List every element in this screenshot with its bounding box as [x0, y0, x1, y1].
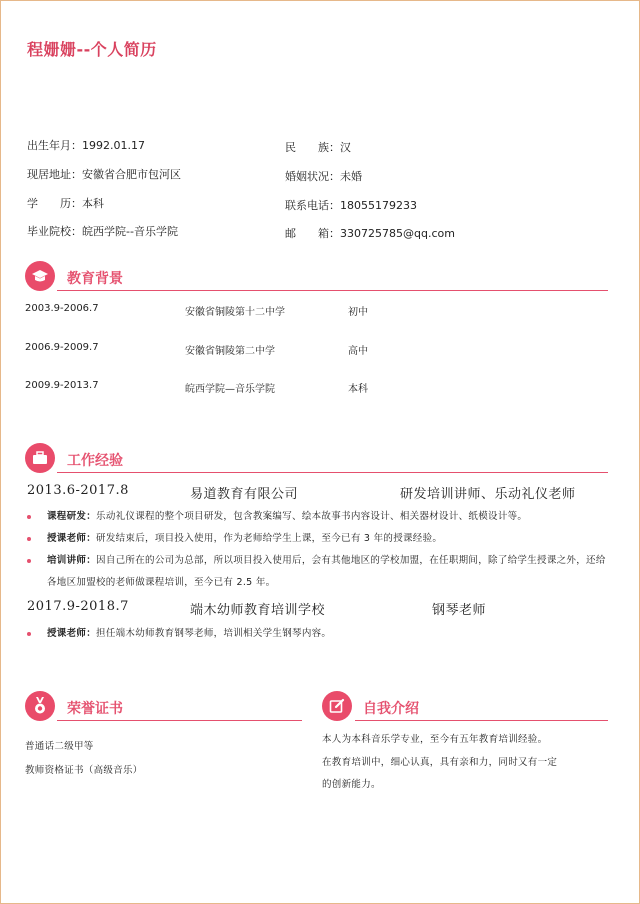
section-title-intro: 自我介绍 [363, 701, 419, 717]
edu-school: 安徽省铜陵第二中学 [185, 346, 275, 357]
job-bullet [47, 528, 607, 550]
bullet-label: 授课老师： [47, 533, 97, 544]
email: 邮 箱：330725785@qq.com [285, 227, 455, 240]
edit-icon [322, 691, 352, 721]
bullet-text: 乐动礼仪课程的整个项目研发，包含教案编写、绘本故事书内容设计、相关器材设计、纸模设计等。 [96, 511, 528, 522]
bullet-text: 因自己所在的公司为总部，所以项目投入使用后，会有其他地区的学校加盟，在任职期间，除了给学生授课之外，还给各地区加盟校的老师做课程培训，至今已有 2.5 年。 [47, 555, 606, 588]
intro-line: 在教育培训中，细心认真，具有亲和力，同时又有一定 [322, 757, 558, 768]
edu-level: 高中 [348, 346, 368, 357]
edu-school: 安徽省铜陵第十二中学 [185, 307, 285, 318]
edu-period: 2006.9-2009.7 [25, 342, 99, 353]
job-company: 易道教育有限公司 [190, 487, 299, 502]
job-role: 钢琴老师 [432, 603, 487, 618]
edu-period: 2003.9-2006.7 [25, 303, 99, 314]
bullet-label: 授课老师： [47, 628, 97, 639]
section-divider [57, 720, 302, 721]
phone: 联系电话：18055179233 [285, 199, 417, 212]
ethnicity: 民 族：汉 [285, 141, 351, 154]
job-bullet [47, 506, 607, 528]
page-title: 程姗姗--个人简历 [27, 40, 157, 59]
honor-item: 普通话二级甲等 [25, 741, 94, 752]
bullet-dot [27, 515, 31, 519]
school: 毕业院校：皖西学院--音乐学院 [27, 225, 178, 238]
edu-period: 2009.9-2013.7 [25, 380, 99, 391]
honor-item: 教师资格证书（高级音乐） [25, 765, 143, 776]
briefcase-icon [25, 443, 55, 473]
intro-line: 本人为本科音乐学专业，至今有五年教育培训经验。 [322, 734, 548, 745]
graduation-cap-icon [25, 261, 55, 291]
marital-status: 婚姻状况：未婚 [285, 170, 362, 183]
section-divider [355, 720, 608, 721]
job-company: 端木幼师教育培训学校 [190, 603, 326, 618]
section-title-work: 工作经验 [67, 453, 123, 469]
section-divider [57, 290, 608, 291]
education-level: 学 历：本科 [27, 197, 104, 210]
job-role: 研发培训讲师、乐动礼仪老师 [400, 487, 576, 502]
job-period: 2013.6-2017.8 [27, 483, 129, 498]
job-bullet [47, 623, 607, 645]
address: 现居地址：安徽省合肥市包河区 [27, 168, 181, 181]
edu-school: 皖西学院—音乐学院 [185, 384, 275, 395]
intro-line: 的创新能力。 [322, 779, 381, 790]
section-divider [57, 472, 608, 473]
birth-date: 出生年月：1992.01.17 [27, 139, 145, 152]
bullet-dot [27, 537, 31, 541]
medal-icon [25, 691, 55, 721]
section-title-honors: 荣誉证书 [67, 701, 123, 717]
edu-level: 初中 [348, 307, 368, 318]
bullet-dot [27, 559, 31, 563]
bullet-label: 培训讲师： [47, 555, 97, 566]
edu-level: 本科 [348, 384, 368, 395]
bullet-text: 担任端木幼师教育钢琴老师，培训相关学生钢琴内容。 [96, 628, 332, 639]
bullet-label: 课程研发： [47, 511, 97, 522]
job-bullet [47, 550, 607, 594]
section-title-education: 教育背景 [67, 271, 123, 287]
job-period: 2017.9-2018.7 [27, 599, 129, 614]
bullet-text: 研发结束后，项目投入使用，作为老师给学生上课，至今已有 3 年的授课经验。 [96, 533, 443, 544]
bullet-dot [27, 632, 31, 636]
